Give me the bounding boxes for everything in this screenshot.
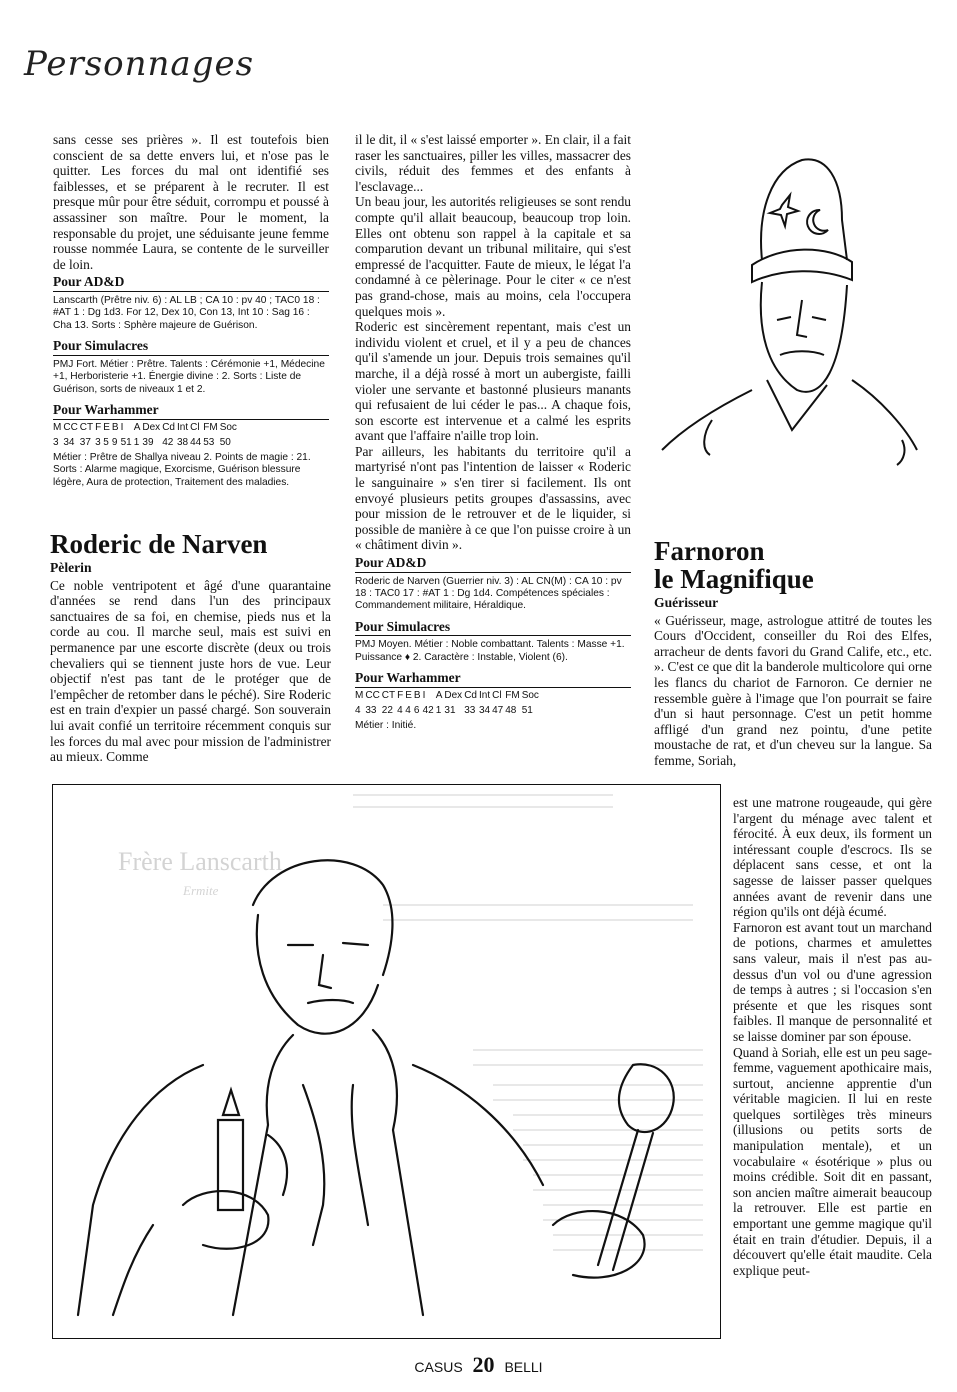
simulacres-stats: PMJ Fort. Métier : Prêtre. Talents : Cérémonie +1, Médecine +1, Herboristerie +1. Énergie divine : 2. Sorts : Liste de Guérison, sorts de niveaux 1 et 2. (53, 358, 325, 395)
warhammer-header-cell: Cl (190, 421, 200, 433)
warhammer-value-cell: 4 (397, 705, 403, 717)
warhammer-value-cell: 53 (203, 437, 215, 449)
warhammer-value-cell: 1 (435, 705, 442, 717)
warhammer-header-cell: CC (63, 421, 78, 433)
ghost-title: Frère Lanscarth (118, 847, 282, 876)
warhammer-header-cell: B (111, 421, 119, 433)
warhammer-header-cell: Soc (521, 689, 539, 701)
warhammer-value-cell: 51 (521, 705, 533, 717)
warhammer-value-cell: 37 (79, 437, 91, 449)
warhammer-value-cell: 4 (405, 705, 411, 717)
footer-left: CASUS (414, 1359, 463, 1375)
warhammer-value-cell: 50 (219, 437, 231, 449)
simulacres-heading-2: Pour Simulacres (355, 619, 631, 637)
warhammer-value-cell: 3 (53, 437, 59, 449)
add-stats: Lanscarth (Prêtre niv. 6) : AL LB ; CA 10 : pv 40 ; TAC0 18 : #AT 1 : Dg 1d3. For 12, Dex 10, Con 13, Int 10 : Sag 16 : Cha 13. Sorts : Sphère majeure de Guérison. (53, 294, 320, 331)
warhammer-value-cell: 51 (120, 437, 132, 449)
warhammer-value-cell: 42 (162, 437, 174, 449)
warhammer-header-cell: Dex (142, 421, 161, 433)
roderic-title: Roderic de Narven (50, 529, 268, 559)
farnoron-role: Guérisseur (654, 595, 719, 610)
warhammer-header-cell: CC (365, 689, 380, 701)
warhammer-header-cell: I (422, 689, 426, 701)
page-footer (0, 1352, 957, 1378)
warhammer-value-cell: 34 (63, 437, 75, 449)
column-1 (53, 132, 329, 495)
add-heading: Pour AD&D (53, 274, 329, 292)
warhammer-header-cell: I (120, 421, 124, 433)
warhammer-header-cell: Cd (162, 421, 175, 433)
farnoron-title-line1: Farnoron (654, 536, 765, 566)
warhammer-value-cell: 33 (365, 705, 377, 717)
farnoron-p3: Farnoron est avant tout un marchand de potions, charmes et amulettes sans valeur, mais il n'est pas au-dessus d'un vol ou d'une agression de temps à autres ; si l'occasion s'en présente et que les risques sont faibles. Il manque de personnalité et se laisse dominer par son épouse. (733, 919, 932, 1044)
warhammer-table (53, 420, 239, 451)
warhammer-value-cell: 33 (464, 705, 476, 717)
warhammer-value-cell: 5 (103, 437, 109, 449)
pilgrim-illustration (53, 785, 720, 1338)
warhammer-table-2 (355, 688, 541, 719)
illustration-frame (52, 784, 721, 1339)
warhammer-header-cell: CT (79, 421, 94, 433)
page-number: 20 (472, 1352, 495, 1377)
running-header: Personnages (24, 44, 255, 84)
warhammer-value-cell: 48 (505, 705, 517, 717)
roderic-paragraph: Ce noble ventripotent et âgé d'une quarantaine d'années se rend dans l'un des principaux sanctuaires de sa foi, en chemise, pieds nus et la corde au cou. Il marche seul, mais est suivi en permanence par une escorte discrète (deux ou trois chevaliers qui se tiennent juste hors de vue. Leur objectif n'est pas tant de le protéger que de l'empêcher de retomber dans le péché). Sire Roderic est en train d'expier un passé chargé. Son souverain lui avait confié un territoire récemment conquis sur les forces du mal avec pour mission de l'administrer au mieux. Comme (50, 577, 331, 765)
warhammer-header-cell: FM (505, 689, 520, 701)
add-heading-2: Pour AD&D (355, 555, 631, 573)
farnoron-narrow-column (733, 795, 932, 1278)
warhammer-header-cell: A (435, 689, 443, 701)
warhammer-value-cell: 22 (381, 705, 393, 717)
warhammer-header-cell: CT (381, 689, 396, 701)
warhammer-value-cell: 39 (142, 437, 154, 449)
farnoron-portrait (652, 150, 922, 470)
warhammer-header-cell: FM (203, 421, 218, 433)
warhammer-heading: Pour Warhammer (53, 402, 329, 420)
roderic-section (50, 530, 331, 765)
footer-right: BELLI (504, 1359, 543, 1375)
warhammer-header-cell: Cl (492, 689, 502, 701)
farnoron-section (654, 537, 932, 769)
warhammer-header-cell: Dex (444, 689, 463, 701)
warhammer-header-cell: F (397, 689, 404, 701)
warhammer-header-cell: A (133, 421, 141, 433)
roderic-role: Pèlerin (50, 560, 92, 575)
warhammer-header-cell: E (103, 421, 110, 433)
col2-p3: Roderic est sincèrement repentant, mais c'est un individu violent et cruel, et il y a peu de chances qu'il s'amende un jour. Depuis trois semaines qu'il marche, il a déjà rossé à mort un aubergiste, failli violer une servante et bastonné plusieurs manants qui refusaient de lui céder le pas... A chaque fois, son escorte est intervenue et a calmé les esprits avant que l'affaire n'aille trop loin. (355, 319, 631, 444)
warhammer-header-cell: Int (478, 689, 491, 701)
ghost-subtitle: Ermite (183, 883, 219, 898)
warhammer-header-cell: F (95, 421, 102, 433)
farnoron-title-line2: le Magnifique (654, 564, 814, 594)
warhammer-header-cell: Cd (464, 689, 477, 701)
warhammer-value-cell: 9 (111, 437, 118, 449)
warhammer-value-cell: 4 (355, 705, 361, 717)
warhammer-value-cell: 47 (492, 705, 504, 717)
warhammer-heading-2: Pour Warhammer (355, 670, 631, 688)
simulacres-stats-2: PMJ Moyen. Métier : Noble combattant. Talents : Masse +1. Puissance ♦ 2. Caractère : Instable, Violent (6). (355, 639, 625, 663)
col2-p1: il le dit, il « s'est laissé emporter ». En clair, il a fait raser les sanctuaires, piller les villes, massacrer des civils, réduit des femmes et des enfants à l'esclavage... (355, 132, 631, 194)
warhammer-value-cell: 44 (190, 437, 202, 449)
warhammer-value-cell: 1 (133, 437, 140, 449)
warhammer-extra-2: Métier : Initié. (355, 720, 417, 732)
farnoron-p4: Quand à Soriah, elle est un peu sage-femme, vaguement apothicaire mais, surtout, ancienne apprentie d'un véritable magicien. Il lui en reste quelques sortilèges très mineurs (illusions ou petits sorts de manipulation mentale), et un vocabulaire « ésotérique » plus ou moins crédible. Soit dit en passant, son ancien maître aimerait beaucoup la retrouver. Elle est partie en emportant une gemme magique qu'il était en train d'étudier. Depuis, il a découvert qu'elle était maudite. Cela explique peut- (733, 1044, 932, 1278)
simulacres-heading: Pour Simulacres (53, 338, 329, 356)
warhammer-header-cell: M (355, 689, 364, 701)
warhammer-extra: Métier : Prêtre de Shallya niveau 2. Points de magie : 21. Sorts : Alarme magique, Exorcisme, Guérison blessure légère, Aura de protection, Traitement des maladies. (53, 451, 311, 488)
warhammer-value-cell: 34 (478, 705, 491, 717)
farnoron-p2: est une matrone rougeaude, qui gère l'argent du ménage avec talent et férocité. À eux deux, ils forment un intéressant couple d'escrocs. Ils se déplacent sans cesse, et ont la sagesse de laisser passer quelques années avant de revenir dans une région qu'ils ont déjà écumé. (733, 795, 932, 920)
warhammer-header-cell: B (413, 689, 421, 701)
warhammer-header-cell: E (405, 689, 412, 701)
col2-p4: Par ailleurs, les habitants du territoire qu'il a martyrisé n'ont pas l'intention de laisser « Roderic le sanguinaire » s'en tirer si facilement. Ils ont envoyé plusieurs petits groupes d'assassins, avec pour mission de le retrouver et de le liquider, si possible de manière à ce que l'on puisse croire à un « châtiment divin ». (355, 443, 631, 553)
warhammer-value-cell: 42 (422, 705, 434, 717)
warhammer-header-cell: Soc (219, 421, 237, 433)
warhammer-value-cell: 3 (95, 437, 101, 449)
col2-p2: Un beau jour, les autorités religieuses se sont rendu compte qu'il allait beaucoup, beaucoup trop loin. Elles ont obtenu son rappel à la capitale et sa comparution devant un tribunal militaire, qui s'est empressé de l'acquitter. Faute de mieux, le légat l'a condamné à ce pèlerinage. Pour le citer « ce n'est pas grand-chose, mais au moins, cela l'occupera quelques mois ». (355, 194, 631, 319)
warhammer-value-cell: 31 (444, 705, 456, 717)
warhammer-value-cell: 6 (413, 705, 420, 717)
warhammer-value-cell: 38 (176, 437, 189, 449)
warhammer-header-cell: Int (176, 421, 189, 433)
warhammer-header-cell: M (53, 421, 62, 433)
add-stats-2: Roderic de Narven (Guerrier niv. 3) : AL CN(M) : CA 10 : pv 18 : TAC0 17 : #AT 1 : Dg 1d4. Compétences spéciales : Commandement militaire, Héraldique. (355, 575, 622, 612)
farnoron-p1: « Guérisseur, mage, astrologue attitré de toutes les Cours d'Occident, conseiller du Roi des Elfes, arracheur de dents favori du Grand Calife, etc., etc. ». C'est ce que dit la banderole multicolore qui orne les flancs du chariot de Farnoron. Ce dernier ne ressemble guère à l'image que l'on pourrait se faire d'un si haut personnage. C'est un petit homme affligé d'un grand nez pointu, d'une petite moustache de rat, et d'un cheveu sur la langue. Sa femme, Soriah, (654, 612, 932, 768)
column-2 (355, 132, 631, 738)
intro-paragraph: sans cesse ses prières ». Il est toutefois bien conscient de sa dette envers lui, et n'ose pas le quitter. Les forces du mal ont identifié ses faiblesses, et se préparent à le recruter. Il est presque mûr pour être séduit, corrompu et poussé à assassiner son maître. Pour le moment, la responsable du projet, une séduisante jeune femme rousse nommée Laura, se contente de le surveiller de loin. (53, 132, 329, 272)
